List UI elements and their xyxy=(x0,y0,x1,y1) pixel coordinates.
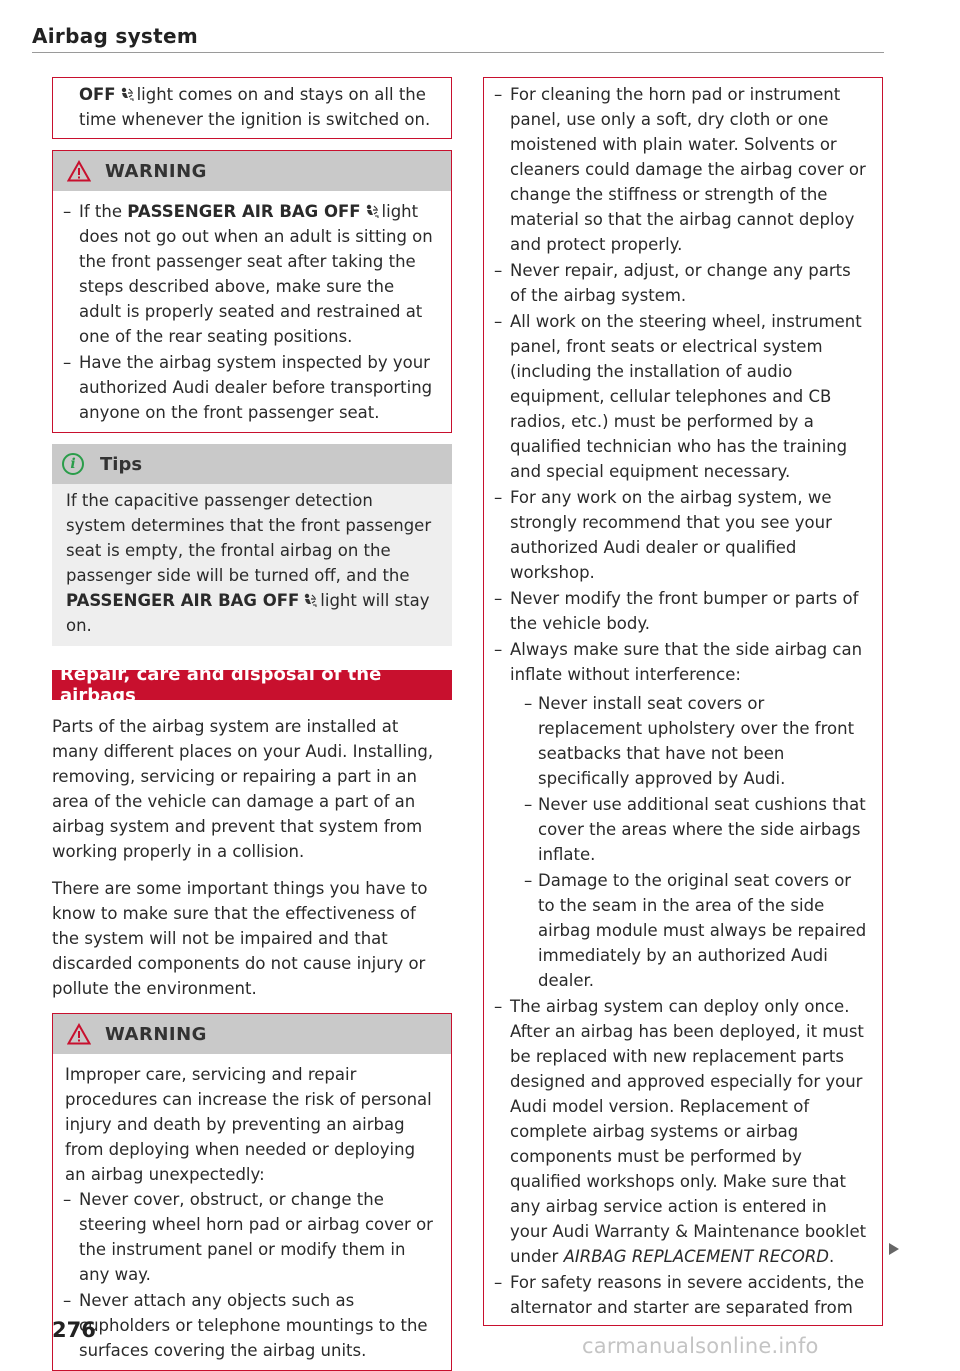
item-text: Never repair, adjust, or change any parts of the airbag system. xyxy=(510,261,851,305)
item-bold: PASSENGER AIR BAG OFF xyxy=(127,202,361,221)
continuation-box xyxy=(52,77,452,139)
watermark: carmanualsonline.info xyxy=(582,1334,819,1358)
passenger-airbag-off-icon xyxy=(303,593,317,608)
section-heading: Repair, care and disposal of the airbags xyxy=(52,670,452,700)
item-text: All work on the steering wheel, instrument panel, front seats or electrical system (including the installation of audio equipment, cellular telephones and CB radios, etc.) must be performed by a qualified technician who has the training and special equipment necessary. xyxy=(510,312,862,481)
continuation-lead: OFF xyxy=(79,85,116,104)
sub-list-item xyxy=(510,792,868,867)
continue-arrow-icon xyxy=(889,1243,899,1255)
item-pre: If the xyxy=(79,202,128,221)
warning-header-1 xyxy=(53,151,451,191)
item-text: Never use additional seat cushions that cover the areas where the side airbags inflate. xyxy=(538,795,866,864)
warning-header-2 xyxy=(53,1014,451,1054)
list-item xyxy=(484,485,868,585)
continuation-body: light comes on and stays on all the time whenever the ignition is switched on. xyxy=(79,85,431,129)
tips-post: light will stay on. xyxy=(66,591,430,635)
item-italic: AIRBAG REPLACEMENT RECORD xyxy=(563,1247,829,1266)
list-item xyxy=(484,586,868,636)
warning-triangle-icon xyxy=(67,160,91,182)
page-number: 276 xyxy=(52,1318,96,1342)
list-item xyxy=(53,199,437,349)
list-item xyxy=(484,994,868,1269)
sub-list-item xyxy=(510,691,868,791)
list-item xyxy=(484,258,868,308)
tips-bold: PASSENGER AIR BAG OFF xyxy=(66,591,300,610)
warning-intro-2: Improper care, servicing and repair procedures can increase the risk of personal injury and death by preventing an airbag from deploying when needed or deploying an airbag unexpectedly: xyxy=(65,1065,432,1184)
item-text: Damage to the original seat covers or to the seam in the area of the side airbag module must always be repaired immediately by an authorized Audi dealer. xyxy=(538,871,867,990)
warning-list-2 xyxy=(53,1187,451,1370)
item-text: Never install seat covers or replacement upholstery over the front seatbacks that have not been specifically approved by Audi. xyxy=(538,694,855,788)
item-text: For any work on the airbag system, we strongly recommend that you see your authorized Audi dealer or qualified workshop. xyxy=(510,488,832,582)
info-icon: i xyxy=(62,453,84,475)
right-warning-continuation-box xyxy=(483,77,883,1326)
warning-list-1 xyxy=(53,191,451,432)
passenger-airbag-off-icon xyxy=(120,87,134,102)
header-divider xyxy=(32,52,884,53)
warning-box-2 xyxy=(52,1013,452,1371)
tips-box xyxy=(52,444,452,646)
list-item xyxy=(484,82,868,257)
section-paragraph-2: There are some important things you have to know to make sure that the effectiveness of the system will not be impaired and that discarded components do not cause injury or pollute the environment. xyxy=(52,879,428,998)
right-list xyxy=(484,82,868,1320)
list-item xyxy=(53,1288,437,1363)
section-paragraph-1: Parts of the airbag system are installed at many different places on your Audi. Installing, removing, servicing or repairing a part in an area of the vehicle can damage a part of an airbag system and prevent that system from working properly in a collision. xyxy=(52,717,434,861)
warning-heading-1: WARNING xyxy=(105,160,207,182)
list-item xyxy=(484,309,868,484)
tips-header xyxy=(52,444,452,484)
item-text: Have the airbag system inspected by your authorized Audi dealer before transporting anyone on the front passenger seat. xyxy=(79,353,433,422)
warning-triangle-icon xyxy=(67,1023,91,1045)
sub-list xyxy=(510,691,868,993)
page-header-title: Airbag system xyxy=(32,24,198,48)
item-post: light does not go out when an adult is sitting on the front passenger seat after taking the steps described above, make sure the adult is properly seated and restrained at one of the rear seating positions. xyxy=(79,202,433,346)
passenger-airbag-off-icon xyxy=(365,204,379,219)
item-text: Never cover, obstruct, or change the steering wheel horn pad or airbag cover or the instrument panel or modify them in any way. xyxy=(79,1190,433,1284)
item-pre: The airbag system can deploy only once. After an airbag has been deployed, it must be replaced with new replacement parts designed and approved especially for your Audi model version. Replacement of complete airbag systems or airbag components must be performed by qualified workshops only. Make sure that any airbag service action is entered in your Audi Warranty & Maintenance booklet under xyxy=(510,997,867,1266)
item-post: . xyxy=(829,1247,835,1266)
tips-pre: If the capacitive passenger detection system determines that the front passenger seat is empty, the frontal airbag on the passenger side will be turned off, and the xyxy=(66,491,432,585)
left-column xyxy=(52,77,452,1371)
continuation-text xyxy=(79,82,435,132)
tips-text xyxy=(52,484,452,646)
list-item xyxy=(53,350,437,425)
warning-box-1 xyxy=(52,150,452,433)
list-item xyxy=(53,1187,437,1287)
item-text: Always make sure that the side airbag can inflate without interference: xyxy=(510,640,863,684)
list-item xyxy=(484,637,868,993)
item-text: For safety reasons in severe accidents, the alternator and starter are separated from xyxy=(510,1273,865,1317)
item-text: Never modify the front bumper or parts of the vehicle body. xyxy=(510,589,859,633)
tips-heading: Tips xyxy=(100,453,143,475)
item-text: Never attach any objects such as cupholders or telephone mountings to the surfaces covering the airbag units. xyxy=(79,1291,428,1360)
list-item xyxy=(484,1270,868,1320)
warning-heading-2: WARNING xyxy=(105,1023,207,1045)
item-text: For cleaning the horn pad or instrument panel, use only a soft, dry cloth or one moistened with plain water. Solvents or cleaners could damage the airbag cover or change the stiffness or strength of the material so that the airbag cannot deploy and protect properly. xyxy=(510,85,866,254)
sub-list-item xyxy=(510,868,868,993)
